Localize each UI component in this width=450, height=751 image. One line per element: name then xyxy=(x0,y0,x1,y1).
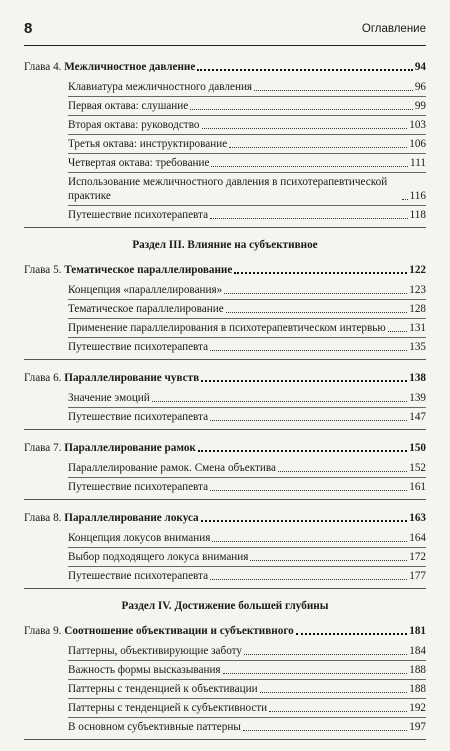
chapter-label xyxy=(24,371,199,385)
running-title: Оглавление xyxy=(361,23,426,35)
toc-subentry[interactable] xyxy=(68,459,426,478)
toc-subentry[interactable] xyxy=(68,718,426,736)
chapter-entry[interactable] xyxy=(24,263,426,277)
toc-subentry[interactable] xyxy=(68,408,426,426)
dot-leader xyxy=(190,108,413,110)
dot-leader xyxy=(269,710,407,712)
subentry-page-number: 164 xyxy=(409,532,426,544)
subentry-title: Клавиатура межличностного давления xyxy=(68,81,253,93)
chapter-block xyxy=(24,263,426,360)
chapter-page-number: 150 xyxy=(409,442,426,454)
subentry-page-number: 131 xyxy=(409,322,426,334)
subentry-title: Параллелирование рамок. Смена объектива xyxy=(68,462,276,474)
dot-leader xyxy=(243,729,407,731)
chapter-page-number: 138 xyxy=(409,372,426,384)
chapter-number: Глава 5. xyxy=(24,264,65,276)
subentry-title: Паттерны, объективирующие заботу xyxy=(68,645,243,657)
toc-subentry[interactable] xyxy=(68,478,426,496)
chapter-label xyxy=(24,441,196,455)
dot-leader xyxy=(202,127,408,129)
chapter-entry[interactable] xyxy=(24,511,426,525)
subentry-page-number: 152 xyxy=(409,462,426,474)
chapter-page-number: 181 xyxy=(409,625,426,637)
subentry-page-number: 147 xyxy=(409,411,426,423)
subentry-page-number: 96 xyxy=(414,81,426,93)
chapter-number: Глава 6. xyxy=(24,372,65,384)
subentry-page-number: 128 xyxy=(409,303,426,315)
chapter-label xyxy=(24,511,199,525)
subentry-page-number: 118 xyxy=(409,209,426,221)
chapter-number: Глава 7. xyxy=(24,442,65,454)
chapter-block xyxy=(24,624,426,740)
toc-subentry[interactable] xyxy=(68,548,426,567)
subentry-title: В основном субъективные паттерны xyxy=(68,721,241,733)
dot-leader xyxy=(210,489,407,491)
subentry-page-number: 177 xyxy=(409,570,426,582)
subentry-title: Паттерны с тенденцией к объективации xyxy=(68,683,258,695)
subentry-title: Третья октава: инструктирование xyxy=(68,138,228,150)
dot-leader xyxy=(234,271,407,274)
chapter-label xyxy=(24,263,232,277)
chapter-number: Глава 4. xyxy=(24,61,65,73)
dot-leader xyxy=(198,449,407,452)
subentry-page-number: 123 xyxy=(409,284,426,296)
toc-subentry[interactable] xyxy=(68,699,426,718)
subentry-title: Четвертая октава: требование xyxy=(68,157,210,169)
subentry-title: Применение параллелирования в психотерапевтическом интервью xyxy=(68,322,386,334)
dot-leader xyxy=(197,68,412,71)
subentry-title: Первая октава: слушание xyxy=(68,100,189,112)
page-header xyxy=(24,20,426,42)
dot-leader xyxy=(212,540,407,542)
subentry-page-number: 172 xyxy=(409,551,426,563)
toc-subentry[interactable] xyxy=(68,78,426,97)
chapter-number: Глава 9. xyxy=(24,625,65,637)
toc-subentry[interactable] xyxy=(68,389,426,408)
subentry-title: Вторая октава: руководство xyxy=(68,119,200,131)
chapter-title: Соотношение объективации и субъективного xyxy=(64,625,294,637)
dot-leader xyxy=(201,519,408,522)
chapter-page-number: 122 xyxy=(409,264,426,276)
chapter-number: Глава 8. xyxy=(24,512,65,524)
dot-leader xyxy=(244,653,407,655)
subentry-title: Концепция локусов внимания xyxy=(68,532,211,544)
toc-subentry[interactable] xyxy=(68,116,426,135)
chapter-entry[interactable] xyxy=(24,60,426,74)
subentry-page-number: 184 xyxy=(409,645,426,657)
dot-leader xyxy=(254,89,413,91)
chapter-block xyxy=(24,371,426,430)
chapter-block xyxy=(24,511,426,589)
chapter-page-number: 163 xyxy=(409,512,426,524)
section-heading: Раздел III. Влияние на субъективное xyxy=(132,239,318,251)
dot-leader xyxy=(250,559,407,561)
subentry-title: Выбор подходящего локуса внимания xyxy=(68,551,249,563)
subentry-title: Тематическое параллелирование xyxy=(68,303,224,315)
dot-leader xyxy=(229,146,407,148)
subentry-page-number: 111 xyxy=(410,157,426,169)
subentry-page-number: 192 xyxy=(409,702,426,714)
dot-leader xyxy=(223,672,408,674)
chapter-entry[interactable] xyxy=(24,441,426,455)
chapter-label xyxy=(24,60,195,74)
subentry-page-number: 139 xyxy=(409,392,426,404)
chapter-entry[interactable] xyxy=(24,371,426,385)
subentry-title: Значение эмоций xyxy=(68,392,150,404)
toc-subentry[interactable] xyxy=(68,154,426,173)
dot-leader xyxy=(210,419,407,421)
section-heading: Раздел IV. Достижение большей глубины xyxy=(121,600,329,612)
header-rule xyxy=(24,45,426,46)
dot-leader xyxy=(152,400,407,402)
subentry-title: Использование межличностного давления в психотерапевтической практике xyxy=(68,176,388,202)
subentry-title: Путешествие психотерапевта xyxy=(68,411,209,423)
dot-leader xyxy=(210,349,407,351)
subentry-title: Паттерны с тенденцией к субъективности xyxy=(68,702,268,714)
chapter-entry[interactable] xyxy=(24,624,426,638)
subentry-page-number: 116 xyxy=(409,190,426,202)
page-number: 8 xyxy=(24,20,33,37)
dot-leader xyxy=(226,311,408,313)
chapter-block xyxy=(24,441,426,500)
chapter-title: Тематическое параллелирование xyxy=(64,264,233,276)
subentry-page-number: 188 xyxy=(409,683,426,695)
toc-subentry[interactable] xyxy=(68,642,426,661)
subentry-title: Путешествие психотерапевта xyxy=(68,570,209,582)
dot-leader xyxy=(402,198,408,200)
toc-subentry[interactable] xyxy=(68,173,426,206)
dot-leader xyxy=(210,578,407,580)
subentry-page-number: 188 xyxy=(409,664,426,676)
toc-subentry[interactable] xyxy=(68,661,426,680)
subentry-page-number: 103 xyxy=(409,119,426,131)
subentry-title: Путешествие психотерапевта xyxy=(68,481,209,493)
subentry-page-number: 197 xyxy=(409,721,426,733)
toc-subentry[interactable] xyxy=(68,135,426,154)
subentry-title: Концепция «параллелирования» xyxy=(68,284,223,296)
dot-leader xyxy=(201,379,407,382)
dot-leader xyxy=(388,330,407,332)
toc-subentry[interactable] xyxy=(68,319,426,338)
toc-subentry[interactable] xyxy=(68,97,426,116)
toc-subentry[interactable] xyxy=(68,338,426,356)
chapter-title: Параллелирование рамок xyxy=(64,442,196,454)
toc-subentry[interactable] xyxy=(68,529,426,548)
subentry-page-number: 99 xyxy=(414,100,426,112)
dot-leader xyxy=(210,217,408,219)
table-of-contents xyxy=(24,60,426,751)
toc-subentry[interactable] xyxy=(68,206,426,224)
subentry-title: Путешествие психотерапевта xyxy=(68,341,209,353)
dot-leader xyxy=(224,292,407,294)
toc-subentry[interactable] xyxy=(68,680,426,699)
toc-subentry[interactable] xyxy=(68,567,426,585)
chapter-title: Межличностное давление xyxy=(64,61,196,73)
chapter-title: Параллелирование чувств xyxy=(64,372,200,384)
subentry-title: Путешествие психотерапевта xyxy=(68,209,209,221)
subentry-title: Важность формы высказывания xyxy=(68,664,221,676)
chapter-label xyxy=(24,624,294,638)
toc-subentry[interactable] xyxy=(68,281,426,300)
subentry-page-number: 106 xyxy=(409,138,426,150)
dot-leader xyxy=(211,165,408,167)
subentry-page-number: 135 xyxy=(409,341,426,353)
subentry-page-number: 161 xyxy=(409,481,426,493)
chapter-title: Параллелирование локуса xyxy=(64,512,199,524)
chapter-page-number: 94 xyxy=(414,61,426,73)
dot-leader xyxy=(296,632,408,635)
dot-leader xyxy=(260,691,408,693)
chapter-block xyxy=(24,60,426,228)
toc-subentry[interactable] xyxy=(68,300,426,319)
dot-leader xyxy=(278,470,407,472)
